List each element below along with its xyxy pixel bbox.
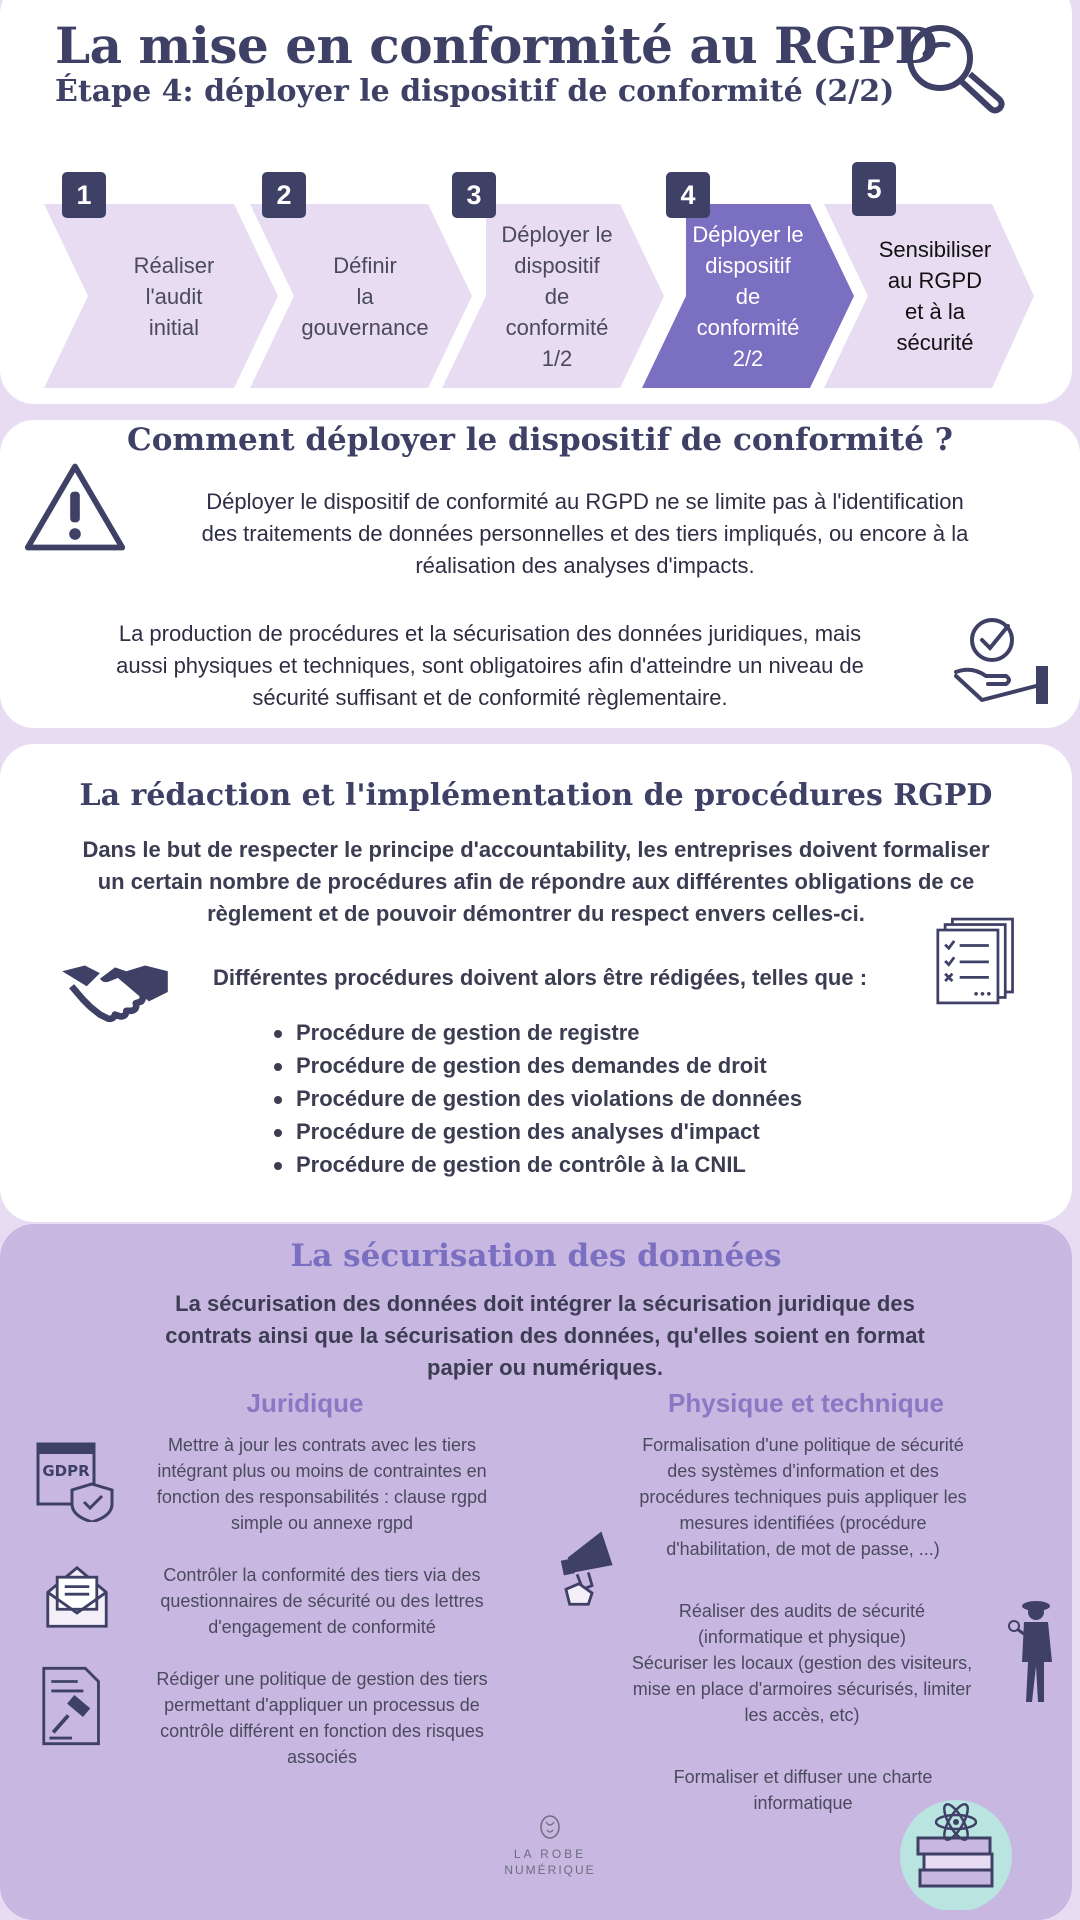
column-title-juridique: Juridique	[246, 1388, 364, 1418]
warning-icon	[22, 460, 128, 554]
brand-logo	[490, 1814, 610, 1878]
detective-icon	[1008, 1596, 1058, 1706]
checklist-documents-icon	[936, 916, 1018, 1006]
step-label-line: dispositif	[514, 252, 600, 278]
envelope-letter-icon	[44, 1562, 110, 1632]
header-card	[0, 0, 1072, 404]
procedures-list	[272, 1016, 802, 1181]
juridique-item-2: Contrôler la conformité des tiers via des questionnaires de sécurité ou des lettres d'engagement de conformité	[160, 1565, 484, 1637]
logo-emblem-icon	[538, 1814, 562, 1840]
gdpr-badge-text: GDPR	[42, 1462, 90, 1480]
step-label-line: Déployer le	[692, 221, 804, 247]
section-title: La sécurisation des données	[290, 1238, 782, 1274]
procedures-intro: Dans le but de respecter le principe d'accountability, les entreprises doivent formaliser un certain nombre de procédures afin de répondre aux différentes obligations de ce règlement et de pouvoir démontrer du respect envers celles-ci.	[82, 837, 990, 926]
step-label-line: conformité	[505, 314, 609, 340]
step-number: 5	[852, 162, 896, 216]
step-label-line: Déployer le	[501, 221, 613, 247]
how-card	[0, 420, 1080, 728]
step-5	[824, 173, 1034, 388]
juridique-item-3: Rédiger une politique de gestion des tiers permettant d'appliquer un processus de contrôle différent en fonction des risques associés	[156, 1669, 488, 1767]
step-4	[642, 179, 854, 388]
step-label-line: l'audit	[145, 283, 203, 309]
list-item: Procédure de gestion de registre	[272, 1016, 802, 1049]
step-1	[44, 179, 278, 388]
physique-item-1: Formalisation d'une politique de sécurité des systèmes d'information et des procédures techniques puis appliquer les mesures identifiées (procédure d'habilitation, de mot de passe, ...)	[639, 1435, 967, 1559]
step-label-line: et à la	[905, 299, 965, 324]
page-title: La mise en conformité au RGPD	[55, 16, 938, 75]
document-gavel-icon	[40, 1664, 106, 1748]
section-title: La rédaction et l'implémentation de procédures RGPD	[79, 778, 993, 813]
juridique-item-1: Mettre à jour les contrats avec les tiers intégrant plus ou moins de contraintes en fonction des responsabilités : clause rgpd simple ou annexe rgpd	[156, 1435, 488, 1533]
step-3	[442, 179, 664, 388]
physique-item-3: Formaliser et diffuser une charte informatique	[673, 1767, 933, 1813]
step-label-line: Sensibiliser	[878, 237, 992, 262]
step-label-line: de	[735, 283, 761, 309]
magnifier-icon	[898, 20, 1008, 120]
megaphone-icon	[560, 1524, 626, 1608]
section-title: Comment déployer le dispositif de conformité ?	[127, 422, 953, 458]
step-label-line: initial	[148, 314, 200, 340]
step-label-line: dispositif	[705, 252, 791, 278]
how-paragraph-1: Déployer le dispositif de conformité au RGPD ne se limite pas à l'identification des traitements de données personnelles et des tiers impliqués, ou encore à la réalisation des analyses d'impacts.	[201, 489, 969, 578]
step-label-line: conformité	[696, 314, 800, 340]
list-item: Procédure de gestion de contrôle à la CNIL	[272, 1148, 802, 1181]
books-atom-icon	[896, 1800, 1016, 1910]
procedures-card	[0, 744, 1072, 1222]
step-label-line: la	[356, 283, 374, 309]
hand-check-icon	[952, 616, 1052, 708]
step-label-line: 1/2	[541, 345, 573, 371]
procedures-lead: Différentes procédures doivent alors être rédigées, telles que :	[212, 965, 868, 990]
list-item: Procédure de gestion des analyses d'impact	[272, 1115, 802, 1148]
step-number: 4	[666, 172, 710, 218]
step-label-line: Définir	[333, 252, 397, 278]
step-label-line: au RGPD	[887, 268, 983, 293]
step-label-line: gouvernance	[301, 314, 429, 340]
logo-line-1: LA ROBE	[513, 1847, 587, 1861]
step-number: 1	[62, 172, 106, 218]
step-label-line: sécurité	[896, 330, 974, 355]
physique-item-2: Réaliser des audits de sécurité (informatique et physique) Sécuriser les locaux (gestion des visiteurs, mise en place d'armoires sécurisés, limiter les accès, etc)	[631, 1601, 973, 1725]
steps-progress	[44, 173, 1034, 388]
column-title-physique: Physique et technique	[668, 1388, 944, 1418]
logo-line-2: NUMÉRIQUE	[504, 1863, 596, 1877]
list-item: Procédure de gestion des violations de données	[272, 1082, 802, 1115]
step-number: 2	[262, 172, 306, 218]
gdpr-shield-icon	[36, 1442, 116, 1522]
security-intro: La sécurisation des données doit intégrer la sécurisation juridique des contrats ainsi que la sécurisation des données, qu'elles soient en format papier ou numériques.	[165, 1291, 925, 1380]
how-paragraph-2: La production de procédures et la sécurisation des données juridiques, mais aussi physiques et techniques, sont obligatoires afin d'atteindre un niveau de sécurité suffisant et de conformité règlementaire.	[116, 621, 864, 710]
step-label-line: 2/2	[732, 345, 764, 371]
list-item: Procédure de gestion des demandes de droit	[272, 1049, 802, 1082]
security-card	[0, 1224, 1072, 1920]
step-2	[250, 179, 472, 388]
step-label-line: de	[544, 283, 570, 309]
step-number: 3	[452, 172, 496, 218]
page-subtitle: Étape 4: déployer le dispositif de conformité (2/2)	[55, 74, 895, 109]
step-label-line: Réaliser	[133, 252, 215, 278]
